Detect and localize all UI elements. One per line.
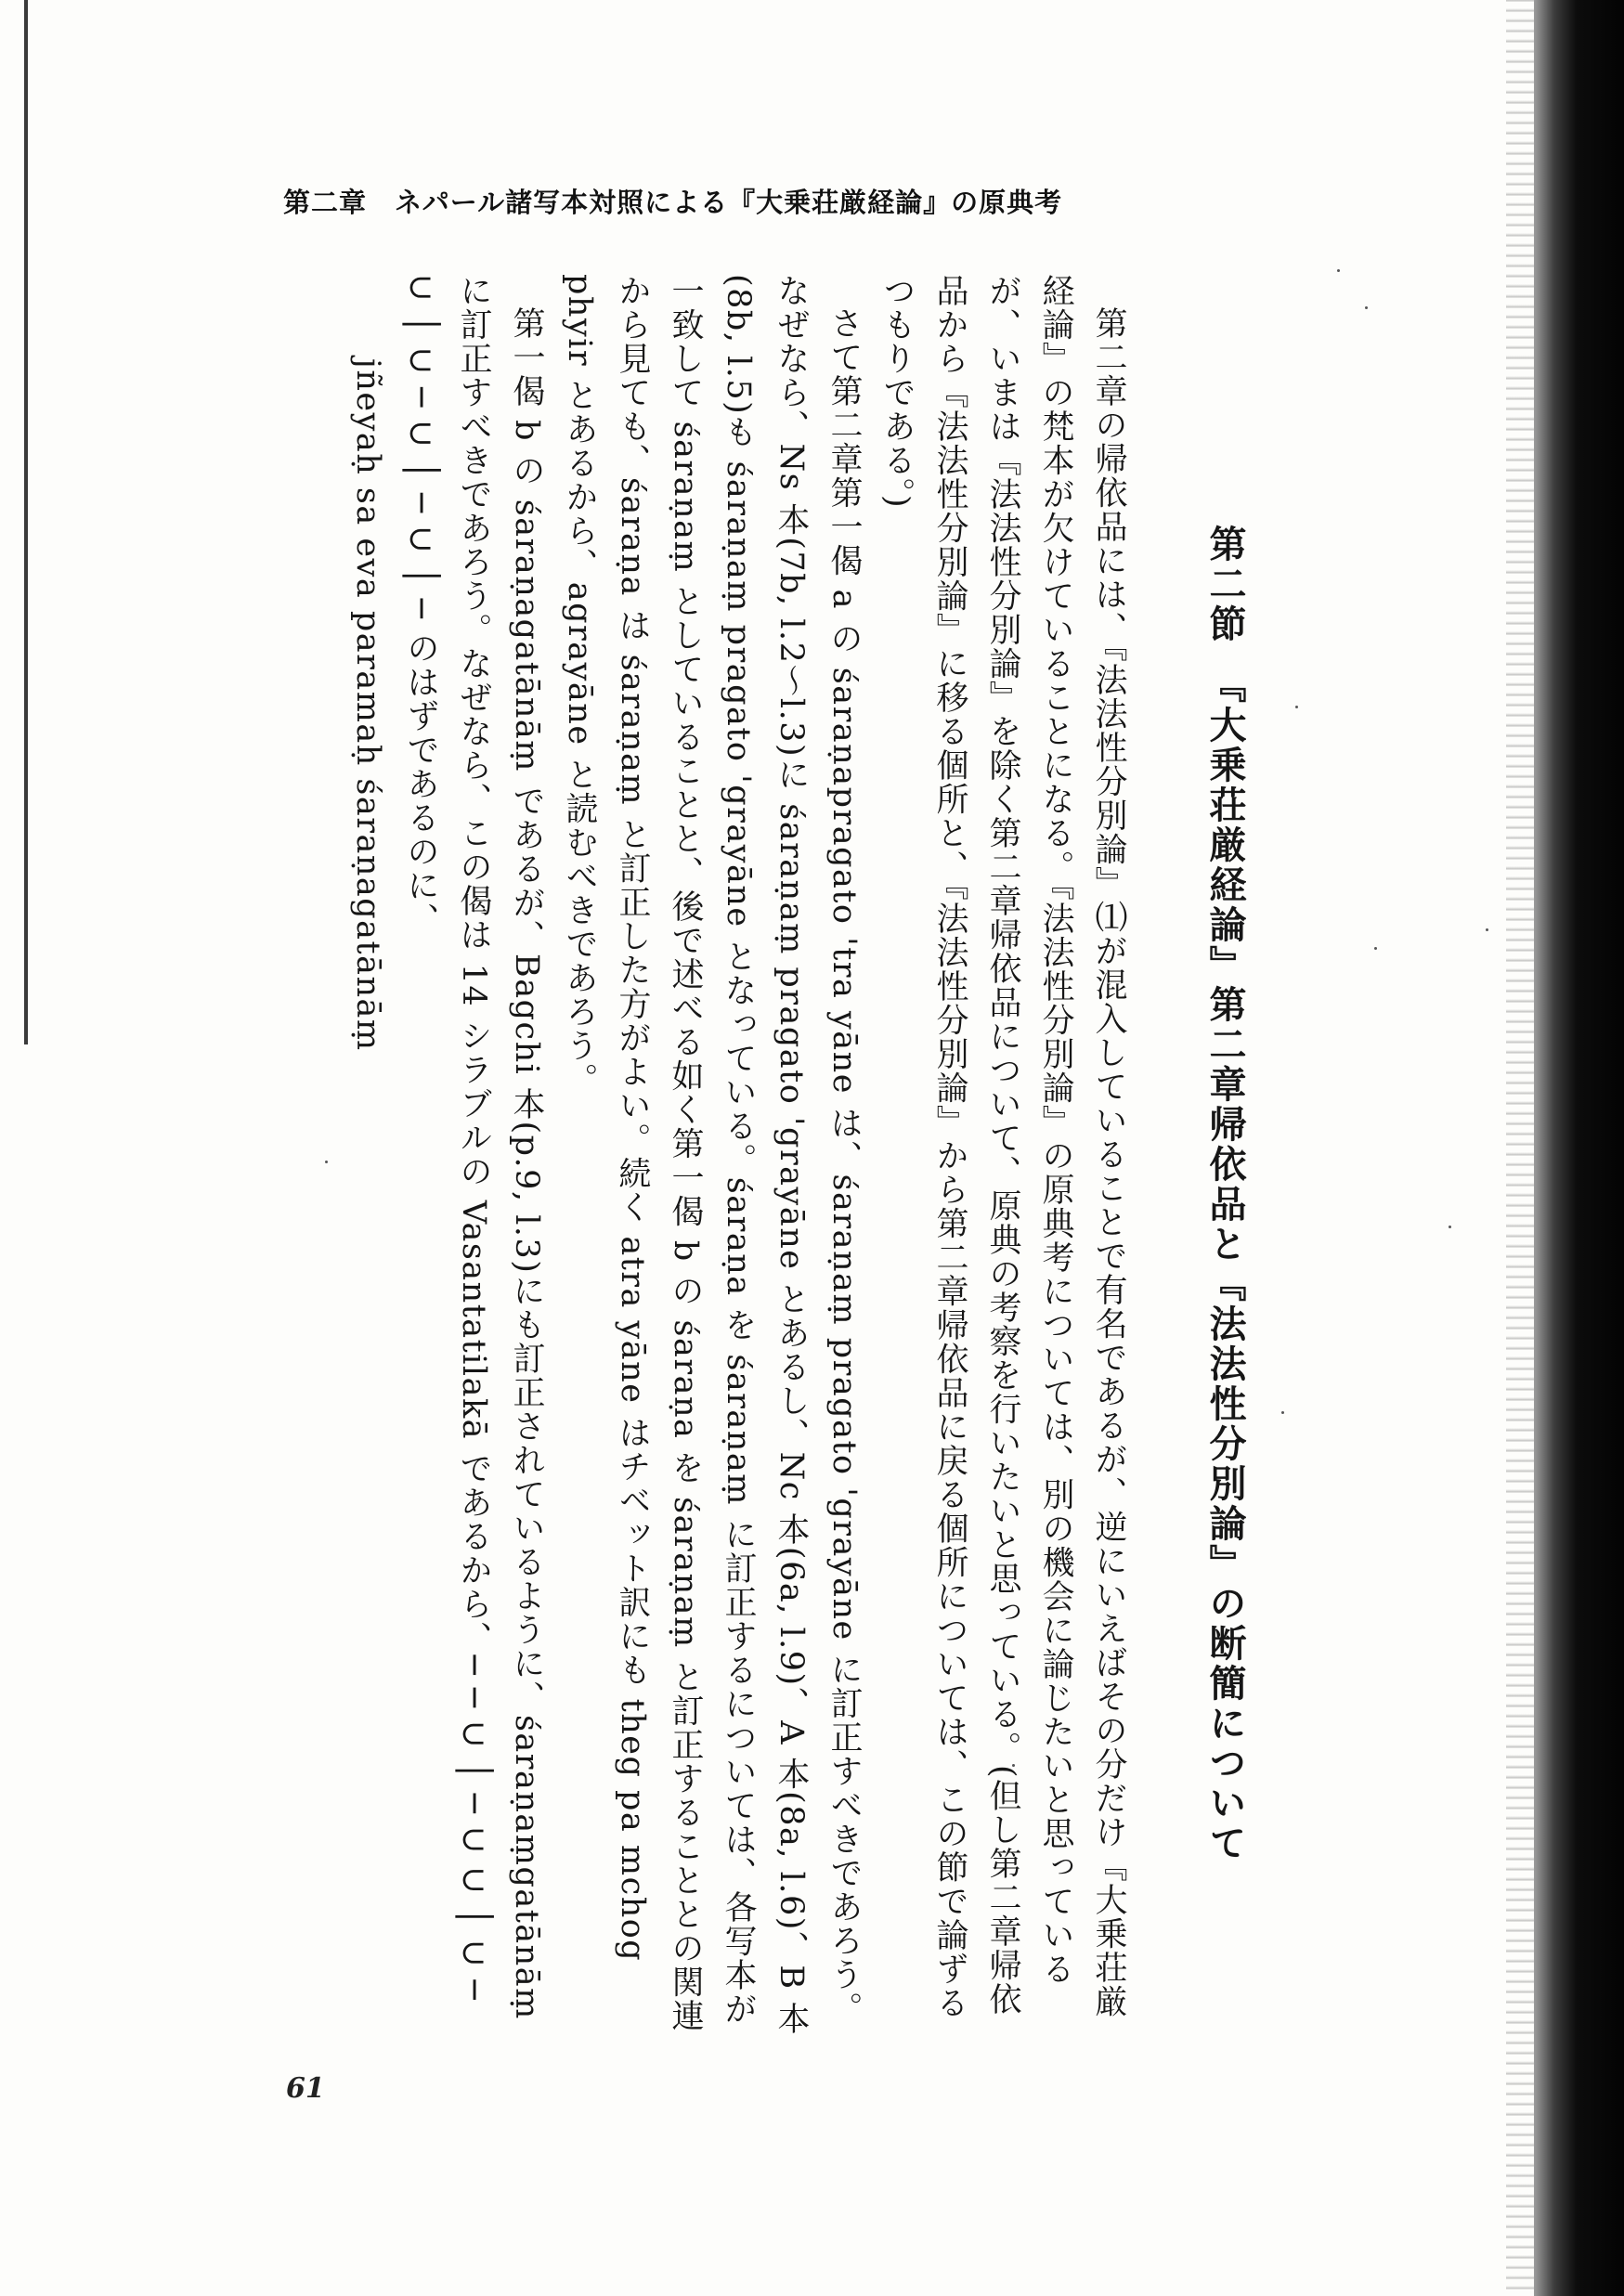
section-heading: 第二節 『大乗荘厳経論』第二章帰依品と『法法性分別論』の断簡について bbox=[1203, 525, 1246, 1863]
scan-speck bbox=[1374, 947, 1377, 950]
scan-speck bbox=[1449, 1226, 1451, 1228]
verse-line: jñeyaḥ sa eva paramaḥ śaraṇagatānāṃ bbox=[349, 358, 386, 1052]
paragraph-2: さて第二章第一偈 a の śaraṇapragato 'tra yāne は、śaraṇaṃ pragato 'grayāne に訂正すべきであろう。なぜなら、Ns 本(7b, l.2～l.3)に śaraṇaṃ pragato 'grayāne とあるし、Nc 本(6a, l.9)、A 本(8a, l.6)、B 本(8b, l.5)も śaraṇaṃ pragato 'grayāne となっている。śaraṇa を śaraṇaṃ に訂正するについては、各写本が一致して śaraṇaṃ としていることと、後で述べる如く第一偈 b の śaraṇa を śaraṇaṃ と訂正することとの関連から見ても、śaraṇa は śaraṇaṃ と訂正した方がよい。続く atra yāne はチベット訳にも theg pa mchog phyir とあるから、agrayāne と読むべきであろう。 bbox=[561, 274, 863, 2036]
scan-binding-shadow bbox=[1534, 0, 1624, 2296]
scan-speck bbox=[325, 1161, 328, 1163]
page-number: 61 bbox=[286, 2072, 325, 2105]
scan-speck bbox=[1365, 306, 1368, 309]
paragraph-3: 第一偈 b の śaraṇagatānāṃ であるが、Bagchi 本(p.9, l.3)にも訂正されているように、śaraṇaṃgatānāṃ に訂正すべきであろう。なぜなら、この偈は 14 シラブルの Vasantatilakā であるから、─ ─ ∪ │ ─ ∪ ∪ │ ∪ ─ ∪ │ ∪ ─ ∪ │ ─ ∪ │ ─ のはずであるのに、 bbox=[402, 274, 545, 2020]
scan-speck bbox=[1295, 706, 1298, 708]
vertical-text-block bbox=[341, 274, 1251, 2038]
scan-speck bbox=[1486, 928, 1488, 931]
scan-speck bbox=[1281, 1411, 1284, 1414]
running-header: 第二章 ネパール諸写本対照による『大乗荘厳経論』の原典考 bbox=[283, 187, 1063, 218]
paragraph-1: 第二章の帰依品には、『法法性分別論』⑴が混入していることで有名であるが、逆にいえばその分だけ『大乗荘厳経論』の梵本が欠けていることになる。『法法性分別論』の原典考については、別の機会に論じたいと思っているが、いまは『法法性分別論』を除く第二章帰依品について、原典の考察を行いたいと思っている。(但し第二章帰依品から『法法性分別論』に移る個所と、『法法性分別論』から第二章帰依品に戻る個所については、この節で論ずるつもりである。) bbox=[878, 274, 1127, 2020]
scan-edge-line bbox=[24, 0, 28, 1044]
scan-speck bbox=[1337, 269, 1340, 272]
scan-edge-speckle bbox=[1506, 0, 1538, 2296]
